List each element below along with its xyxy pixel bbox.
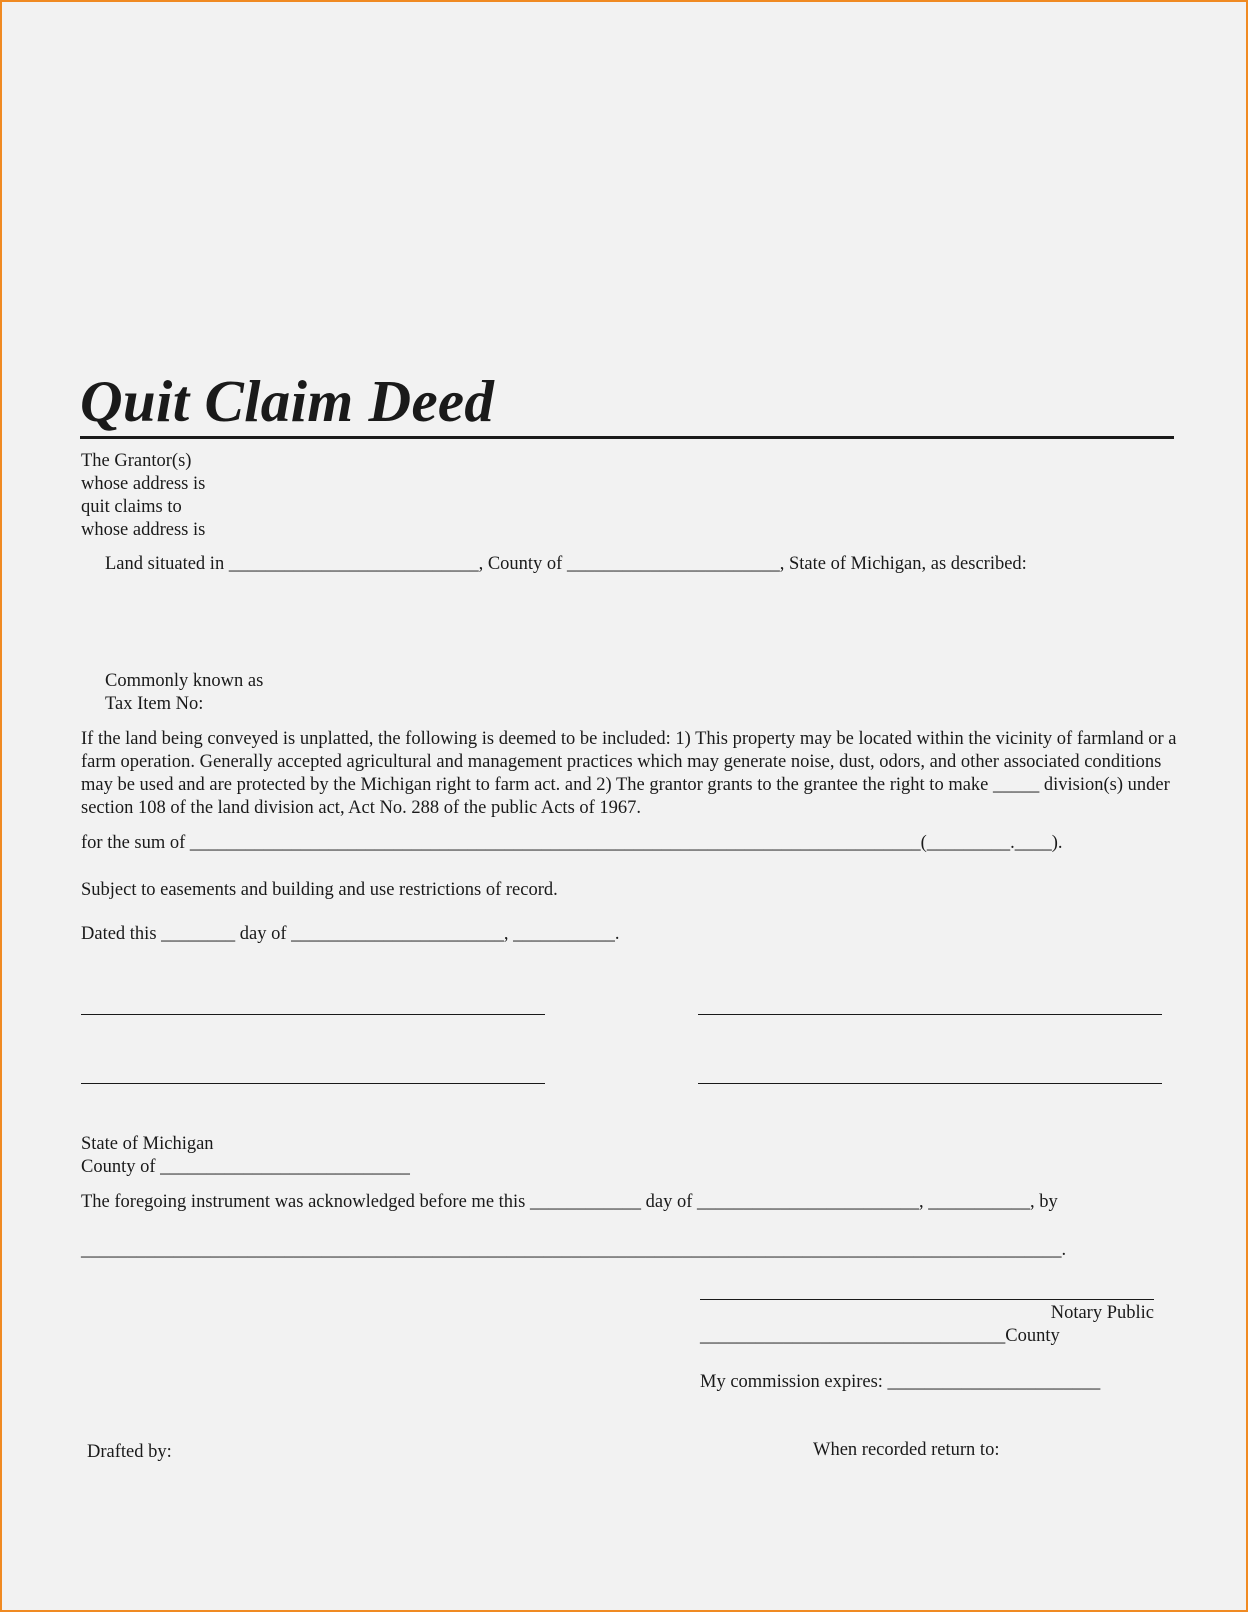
ack-county-line: County of ___________________________ — [81, 1157, 410, 1177]
grantor-label: The Grantor(s) — [81, 451, 192, 471]
signature-line-1 — [81, 1014, 545, 1015]
ack-state-label: State of Michigan — [81, 1134, 214, 1154]
signature-line-2 — [698, 1014, 1162, 1015]
return-to-label: When recorded return to: — [813, 1440, 1000, 1460]
tax-item-label: Tax Item No: — [105, 694, 204, 714]
notary-public-label: Notary Public — [1050, 1303, 1154, 1323]
land-situated-line: Land situated in ___________________________, County of _______________________, State of Michigan, as described: — [105, 554, 1027, 574]
grantee-address-label: whose address is — [81, 520, 206, 540]
notary-signature-line — [700, 1299, 1154, 1300]
sum-line: for the sum of _______________________________________________________________________________(_________.____). — [81, 833, 1063, 853]
document-title: Quit Claim Deed — [80, 368, 495, 434]
subject-line: Subject to easements and building and use restrictions of record. — [81, 880, 558, 900]
quit-claims-label: quit claims to — [81, 497, 182, 517]
dated-line: Dated this ________ day of _______________________, ___________. — [81, 924, 620, 944]
signature-line-3 — [81, 1083, 545, 1084]
notary-county-line: _________________________________County — [700, 1326, 1060, 1346]
title-rule — [80, 436, 1174, 439]
commission-expires-line: My commission expires: _______________________ — [700, 1372, 1101, 1392]
commonly-known-label: Commonly known as — [105, 671, 264, 691]
drafted-by-label: Drafted by: — [87, 1442, 172, 1462]
ack-name-line: __________________________________________________________________________________________________________. — [81, 1240, 1067, 1260]
unplatted-paragraph: If the land being conveyed is unplatted, the following is deemed to be included: 1) This property may be located within the vicinity of farmland or a farm operation. Generally accepted agricultural and management practices which may generate noise, dust, odors, and other associated conditions may be used and are protected by the Michigan right to farm act. and 2) The grantor grants to the grantee the right to make _____ division(s) under section 108 of the land division act, Act No. 288 of the public Acts of 1967. — [81, 729, 1177, 818]
ack-foregoing-line: The foregoing instrument was acknowledged before me this ____________ day of ________________________, ___________, by — [81, 1192, 1058, 1212]
grantor-address-label: whose address is — [81, 474, 206, 494]
signature-line-4 — [698, 1083, 1162, 1084]
